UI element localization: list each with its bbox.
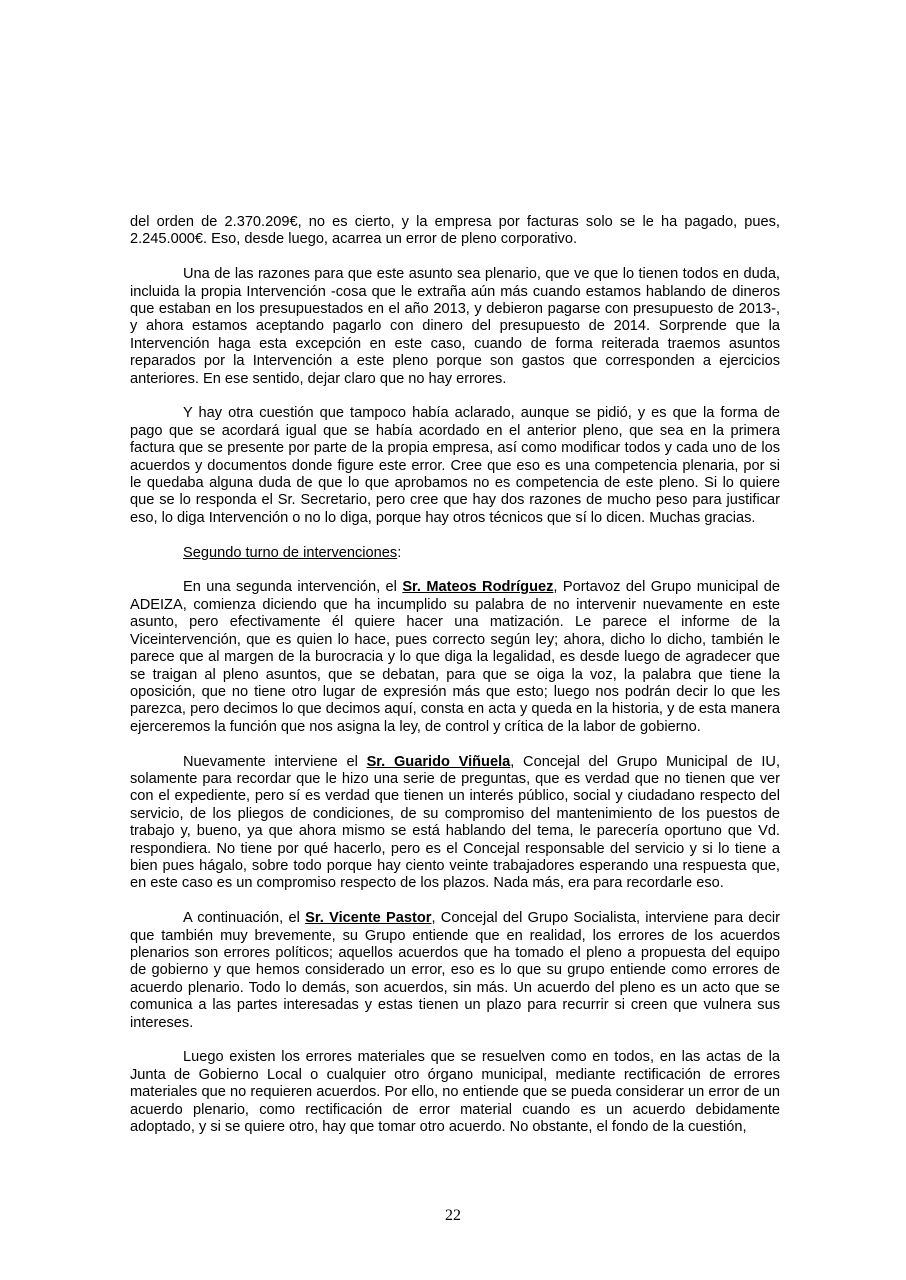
page-number: 22 xyxy=(445,1207,461,1224)
paragraph-guarido-intro: Nuevamente interviene el xyxy=(183,753,367,770)
speaker-mateos-rodriguez: Sr. Mateos Rodríguez xyxy=(402,579,554,596)
paragraph-mateos-intro: En una segunda intervención, el xyxy=(183,579,403,596)
section-heading-colon: : xyxy=(397,544,402,561)
speaker-guarido-vinuela: Sr. Guarido Viñuela xyxy=(366,753,511,770)
paragraph-vicente-intro: A continuación, el xyxy=(183,910,306,927)
paragraph-vicente xyxy=(130,910,780,1032)
paragraph-mateos-body: , Portavoz del Grupo municipal de ADEIZA, comienza diciendo que ha incumplido su palabra de no intervenir nuevamente en este asunto, pero efectivamente él quiere hacer una matización. Le parece el informe de la Viceintervención, que es quien lo hace, pues correcto según ley; ahora, dicho lo dicho, también le parece que al margen de la burocracia y lo que diga la legalidad, es desde luego de agradecer que se traigan al pleno asuntos, que se debatan, para que se oiga la voz, la palabra que tiene la oposición, que no tiene otro lugar de expresión más que esto; luego nos podrán decir lo que les parezca, pero decimos lo que decimos aquí, consta en acta y queda en la historia, y de esta manera ejerceremos la función que nos asigna la ley, de control y crítica de la labor de gobierno. xyxy=(130,579,780,735)
paragraph-guarido-body: , Concejal del Grupo Municipal de IU, solamente para recordar que le hizo una serie de preguntas, que es verdad que no tienen que ver con el expediente, pero sí es verdad que tienen un interés público, social y ciudadano respecto del servicio, de los pliegos de condiciones, de su compromiso del mantenimiento de los puestos de trabajo y, bueno, ya que ahora mismo se está hablando del tema, le parecería oportuno que Vd. respondiera. No tiene por qué hacerlo, pero es el Concejal responsable del servicio y si lo tiene a bien pues hágalo, sobre todo porque hay ciento veinte trabajadores esperando una respuesta que, en este caso es un compromiso respecto de los plazos. Nada más, era para recordarle eso. xyxy=(130,753,781,892)
speaker-vicente-pastor: Sr. Vicente Pastor xyxy=(305,910,432,927)
document-body xyxy=(130,214,780,1154)
paragraph-mateos xyxy=(130,579,780,736)
section-heading xyxy=(130,545,780,562)
paragraph-material-errors: Luego existen los errores materiales que se resuelven como en todos, en las actas de la Junta de Gobierno Local o cualquier otro órgano municipal, mediante rectificación de errores materiales que no requieren acuerdos. Por ello, no entiende que se pueda considerar un error de un acuerdo plenario, como rectificación de error material cuando es un acuerdo debidamente adoptado, y si se quiere otro, hay que tomar otro acuerdo. No obstante, el fondo de la cuestión, xyxy=(130,1049,780,1136)
paragraph-payment-question: Y hay otra cuestión que tampoco había aclarado, aunque se pidió, y es que la forma de pago que se acordará igual que se había acordado en el anterior pleno, que sea en la primera factura que se presente por parte de la propia empresa, así como modificar todos y cada uno de los acuerdos y documentos donde figure este error. Cree que eso es una competencia plenaria, por si le quedaba alguna duda de que lo que aprobamos no es competencia de este pleno. Si lo quiere que se lo responda el Sr. Secretario, pero cree que hay dos razones de mucho peso para justificar eso, lo diga Intervención o no lo diga, porque hay otros técnicos que sí lo dicen. Muchas gracias. xyxy=(130,405,780,526)
paragraph-guarido xyxy=(130,754,780,893)
paragraph-continuation: del orden de 2.370.209€, no es cierto, y la empresa por facturas solo se le ha pagado, pues, 2.245.000€. Eso, desde luego, acarrea un error de pleno corporativo. xyxy=(130,214,780,248)
section-heading-text: Segundo turno de intervenciones xyxy=(183,544,398,561)
paragraph-intervention-reasons: Una de las razones para que este asunto sea plenario, que ve que lo tienen todos en duda, incluida la propia Intervención -cosa que le extraña aún más cuando estamos hablando de dineros que estaban en los presupuestados en el año 2013, y debieron pagarse con presupuesto de 2013-, y ahora estamos aceptando pagarlo con dinero del presupuesto de 2014. Sorprende que la Intervención haga esta excepción en este caso, cuando de forma reiterada traemos asuntos reparados por la Intervención a este pleno porque son gastos que corresponden a ejercicios anteriores. En ese sentido, dejar claro que no hay errores. xyxy=(130,266,780,387)
paragraph-vicente-body: , Concejal del Grupo Socialista, interviene para decir que también muy brevemente, su Grupo entiende que en realidad, los errores de los acuerdos plenarios son errores políticos; aquellos acuerdos que ha tomado el pleno a propuesta del equipo de gobierno y que hemos considerado un error, eso es lo que su grupo entiende como errores de acuerdo plenario. Todo lo demás, son acuerdos, sin más. Un acuerdo del pleno es un acto que se comunica a las partes interesadas y estas tienen un plazo para recurrir si creen que vulnera sus intereses. xyxy=(130,910,780,1031)
